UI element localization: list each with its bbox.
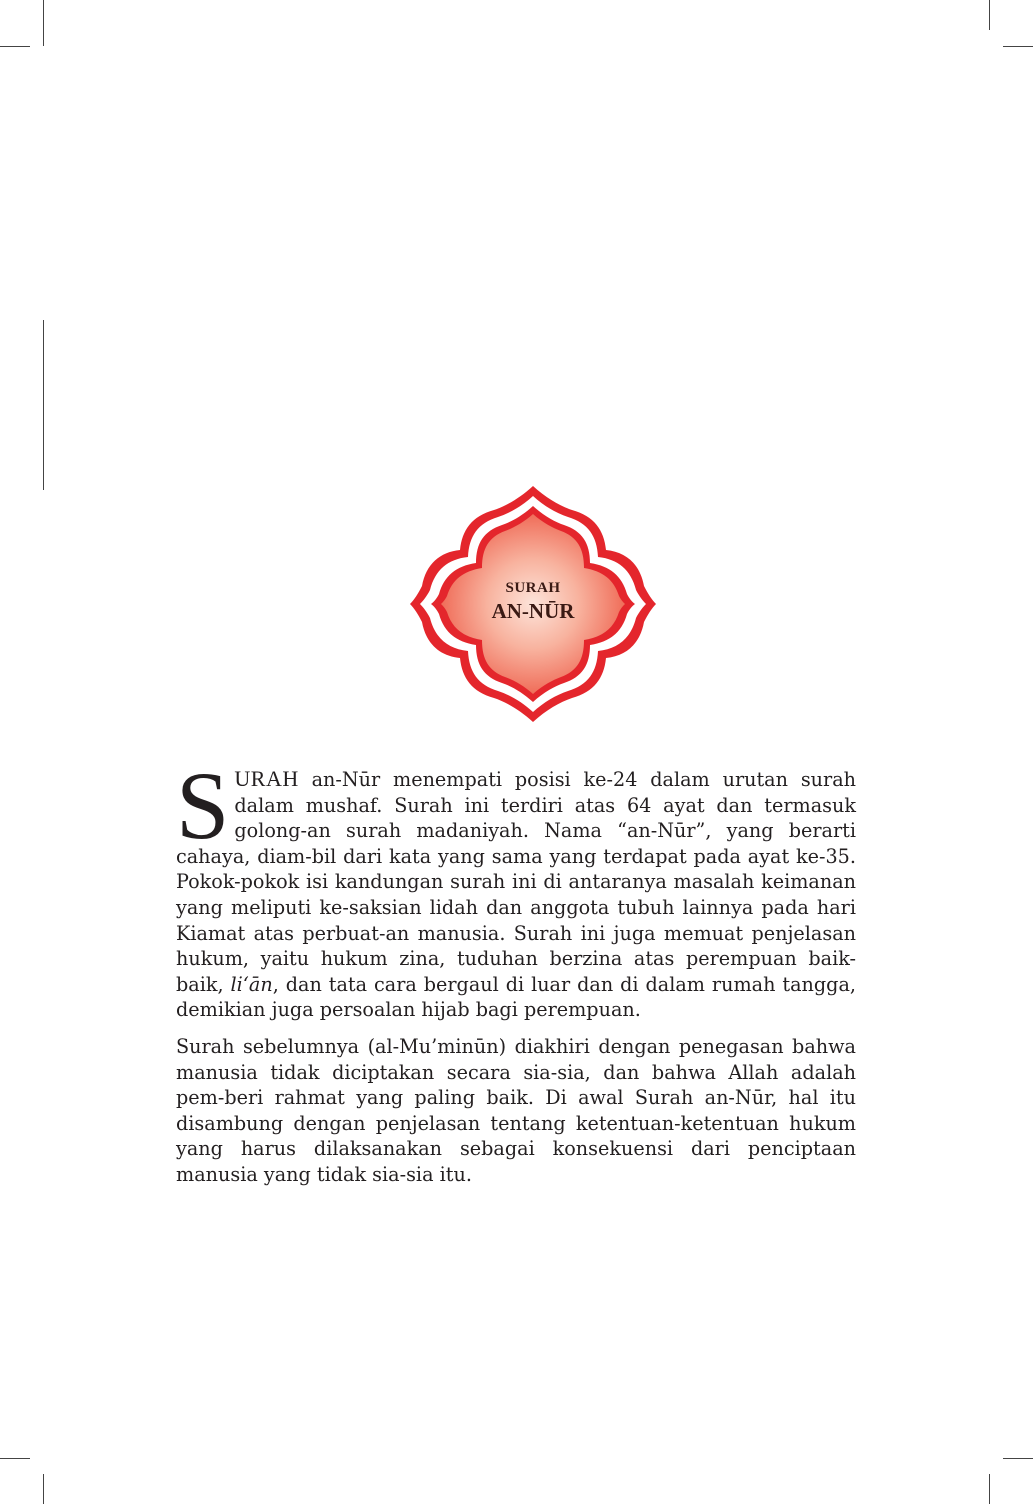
emblem-label: SURAH	[505, 580, 561, 596]
surah-title: AN-NŪR	[491, 599, 575, 623]
surah-emblem	[410, 486, 656, 722]
crop-mark	[43, 0, 44, 46]
paragraph-1-text: an-Nūr menempati posisi ke-24 dalam urutan surah dalam mushaf. Surah ini terdiri atas 64 ayat dan termasuk golong-an surah madaniyah. Nama “an-Nūr”, yang berarti cahaya, diam-bil dari kata yang sama yang terdapat pada ayat ke-35. Pokok-pokok isi kandungan surah ini di antaranya masalah keimanan yang meliputi ke-saksian lidah dan anggota tubuh lainnya pada hari Kiamat atas perbuat-an manusia. Surah ini juga memuat penjelasan hukum, yaitu hukum zina, tuduhan berzina atas perempuan baik-baik,	[176, 768, 856, 996]
crop-mark	[43, 320, 44, 490]
lead-caps: URAH	[234, 766, 299, 791]
italic-term: li‘ān	[230, 972, 273, 996]
paragraph-2: Surah sebelumnya (al-Mu’minūn) diakhiri dengan penegasan bahwa manusia tidak diciptakan secara sia-sia, dan bahwa Allah adalah pem-beri rahmat yang paling baik. Di awal Surah an-Nūr, hal itu disambung dengan penjelasan tentang ketentuan-ketentuan hukum yang harus dilaksanakan sebagai konsekuensi dari penciptaan manusia yang tidak sia-sia itu.	[176, 1034, 856, 1186]
crop-mark	[1003, 1458, 1033, 1459]
paragraph-1	[176, 752, 856, 1023]
crop-mark	[1003, 46, 1033, 47]
crop-mark	[0, 1458, 30, 1459]
crop-mark	[0, 46, 30, 47]
crop-mark	[989, 1474, 990, 1504]
crop-mark	[43, 1474, 44, 1504]
surah-introduction	[176, 752, 856, 1188]
dropcap: S	[176, 752, 230, 859]
paragraph-1-text-end: , dan tata cara bergaul di luar dan di dalam rumah tangga, demikian juga persoalan hijab bagi perempuan.	[176, 972, 856, 1022]
crop-mark	[989, 0, 990, 30]
